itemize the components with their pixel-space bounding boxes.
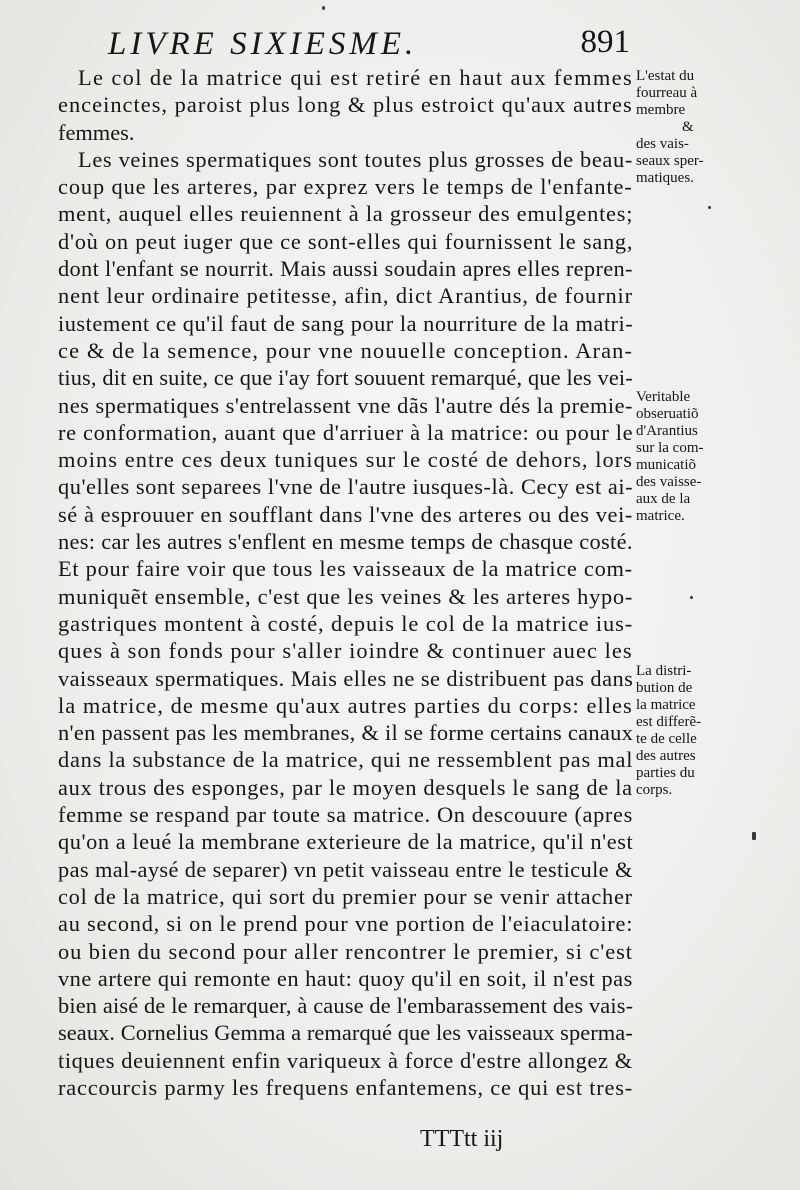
margin-note-line: bution de: [636, 680, 693, 696]
text-line: ques à son fonds pour s'aller ioindre & continuer auec les: [58, 638, 633, 664]
text-line: d'où on peut iuger que ce sont-elles qui fournissent le sang,: [58, 228, 633, 254]
margin-note-line: corps.: [636, 782, 673, 798]
margin-note-line: &: [682, 119, 694, 135]
text-line: vaisseaux spermatiques. Mais elles ne se distribuent pas dans: [58, 665, 633, 691]
text-line: Et pour faire voir que tous les vaisseaux de la matrice com-: [58, 556, 633, 582]
margin-note-line: parties du: [636, 765, 695, 781]
margin-note-fourreau: [636, 68, 754, 187]
print-speck: [708, 206, 711, 209]
margin-note-line: des vais-: [636, 136, 689, 152]
text-line: ou bien du second pour aller rencontrer le premier, si c'est: [58, 938, 633, 964]
margin-note-distribution: [636, 663, 754, 799]
print-speck: [690, 596, 693, 599]
text-line: aux trous des esponges, par le moyen desquels le sang de la: [58, 774, 633, 800]
margin-note-line: matrice.: [636, 508, 685, 524]
margin-note-line: obseruatiõ: [636, 406, 699, 422]
text-line: dont l'enfant se nourrit. Mais aussi soudain apres elles repren-: [58, 256, 633, 282]
margin-note-arantius: [636, 389, 754, 525]
text-line: Les veines spermatiques sont toutes plus grosses de beau-: [78, 146, 633, 172]
margin-note-line: membre: [636, 102, 686, 118]
margin-note-line: des autres: [636, 748, 696, 764]
text-line: pas mal-aysé de separer) vn petit vaisseau entre le testicule &: [58, 856, 633, 882]
text-line: nes spermatiques s'entrelassent vne dãs l'autre dés la premie-: [58, 392, 633, 418]
text-line: vne artere qui remonte en haut: quoy qu'il en soit, il n'est pas: [58, 965, 633, 991]
text-line: qu'on a leué la membrane exterieure de la matrice, qu'il n'est: [58, 829, 633, 855]
text-line: raccourcis parmy les frequens enfantemens, ce qui est tres-: [58, 1074, 633, 1100]
margin-note-line: la matrice: [636, 697, 696, 713]
text-line: nes: car les autres s'enflent en mesme temps de chasque costé.: [58, 529, 633, 555]
margin-notes: [636, 0, 756, 1190]
text-line: ce & de la semence, pour vne nouuelle conception. Aran-: [58, 337, 633, 363]
text-line: enceinctes, paroist plus long & plus estroict qu'aux autres: [58, 92, 633, 118]
text-line: Le col de la matrice qui est retiré en haut aux femmes: [78, 65, 633, 90]
text-line: ment, auquel elles reuiennent à la grosseur des emulgentes;: [58, 201, 633, 227]
text-line: coup que les arteres, par exprez vers le temps de l'enfante-: [58, 174, 633, 200]
text-line: muniquẽt ensemble, c'est que les veines & les arteres hypo-: [58, 583, 633, 609]
margin-note-line: sur la com-: [636, 440, 704, 456]
margin-note-line: fourreau à: [636, 85, 698, 101]
text-line: tius, dit en suite, ce que i'ay fort souuent remarqué, que les vei-: [58, 365, 633, 391]
print-speck: [752, 832, 756, 840]
text-line: gastriques montent à costé, depuis le col de la matrice ius-: [58, 610, 633, 636]
text-line: re conformation, auant que d'arriuer à la matrice: ou pour le: [58, 419, 633, 445]
text-line: moins entre ces deux tuniques sur le costé de dehors, lors: [58, 447, 633, 473]
text-line: la matrice, de mesme qu'aux autres parties du corps: elles: [58, 692, 633, 718]
margin-note-line: des vaisse-: [636, 474, 702, 490]
main-text-block: [58, 64, 633, 1101]
running-title: LIVRE SIXIESME.: [108, 26, 418, 62]
page-number: 891: [580, 24, 630, 60]
text-line: au second, si on le prend pour vne portion de l'eiaculatoire:: [58, 911, 633, 937]
text-line: seaux. Cornelius Gemma a remarqué que les vaisseaux sperma-: [58, 1020, 633, 1046]
text-line: sé à esprouuer en soufflant dans l'vne des arteres ou des vei-: [58, 501, 633, 527]
margin-note-line: est differẽ-: [636, 714, 702, 730]
margin-note-line: te de celle: [636, 731, 697, 747]
margin-note-line: aux de la: [636, 491, 691, 507]
text-line: iustement ce qu'il faut de sang pour la nourriture de la matri-: [58, 310, 633, 336]
text-line: dans la substance de la matrice, qui ne ressemblent pas mal: [58, 747, 633, 773]
text-line: femme se respand par toute sa matrice. On descouure (apres: [58, 802, 633, 828]
margin-note-line: matiques.: [636, 170, 694, 186]
text-line: bien aisé de le remarquer, à cause de l'embarassement des vais-: [58, 993, 633, 1019]
print-speck: [322, 6, 325, 10]
margin-note-line: La distri-: [636, 663, 692, 679]
text-line: n'en passent pas les membranes, & il se forme certains canaux: [58, 720, 633, 746]
margin-note-line: Veritable: [636, 389, 691, 405]
margin-note-line: municatiõ: [636, 457, 696, 473]
margin-note-line: L'estat du: [636, 68, 695, 84]
signature-mark: TTTtt iij: [420, 1126, 504, 1152]
text-line: col de la matrice, qui sort du premier pour se venir attacher: [58, 883, 633, 909]
text-line: qu'elles sont separees l'vne de l'autre iusques-là. Cecy est ai-: [58, 474, 633, 500]
text-line: tiques deuiennent enfin variqueux à force d'estre allongez &: [58, 1047, 633, 1073]
margin-note-line: seaux sper-: [636, 153, 704, 169]
margin-note-line: d'Arantius: [636, 423, 698, 439]
text-line: femmes.: [58, 119, 135, 145]
text-line: nent leur ordinaire petitesse, afin, dict Arantius, de fournir: [58, 283, 633, 309]
